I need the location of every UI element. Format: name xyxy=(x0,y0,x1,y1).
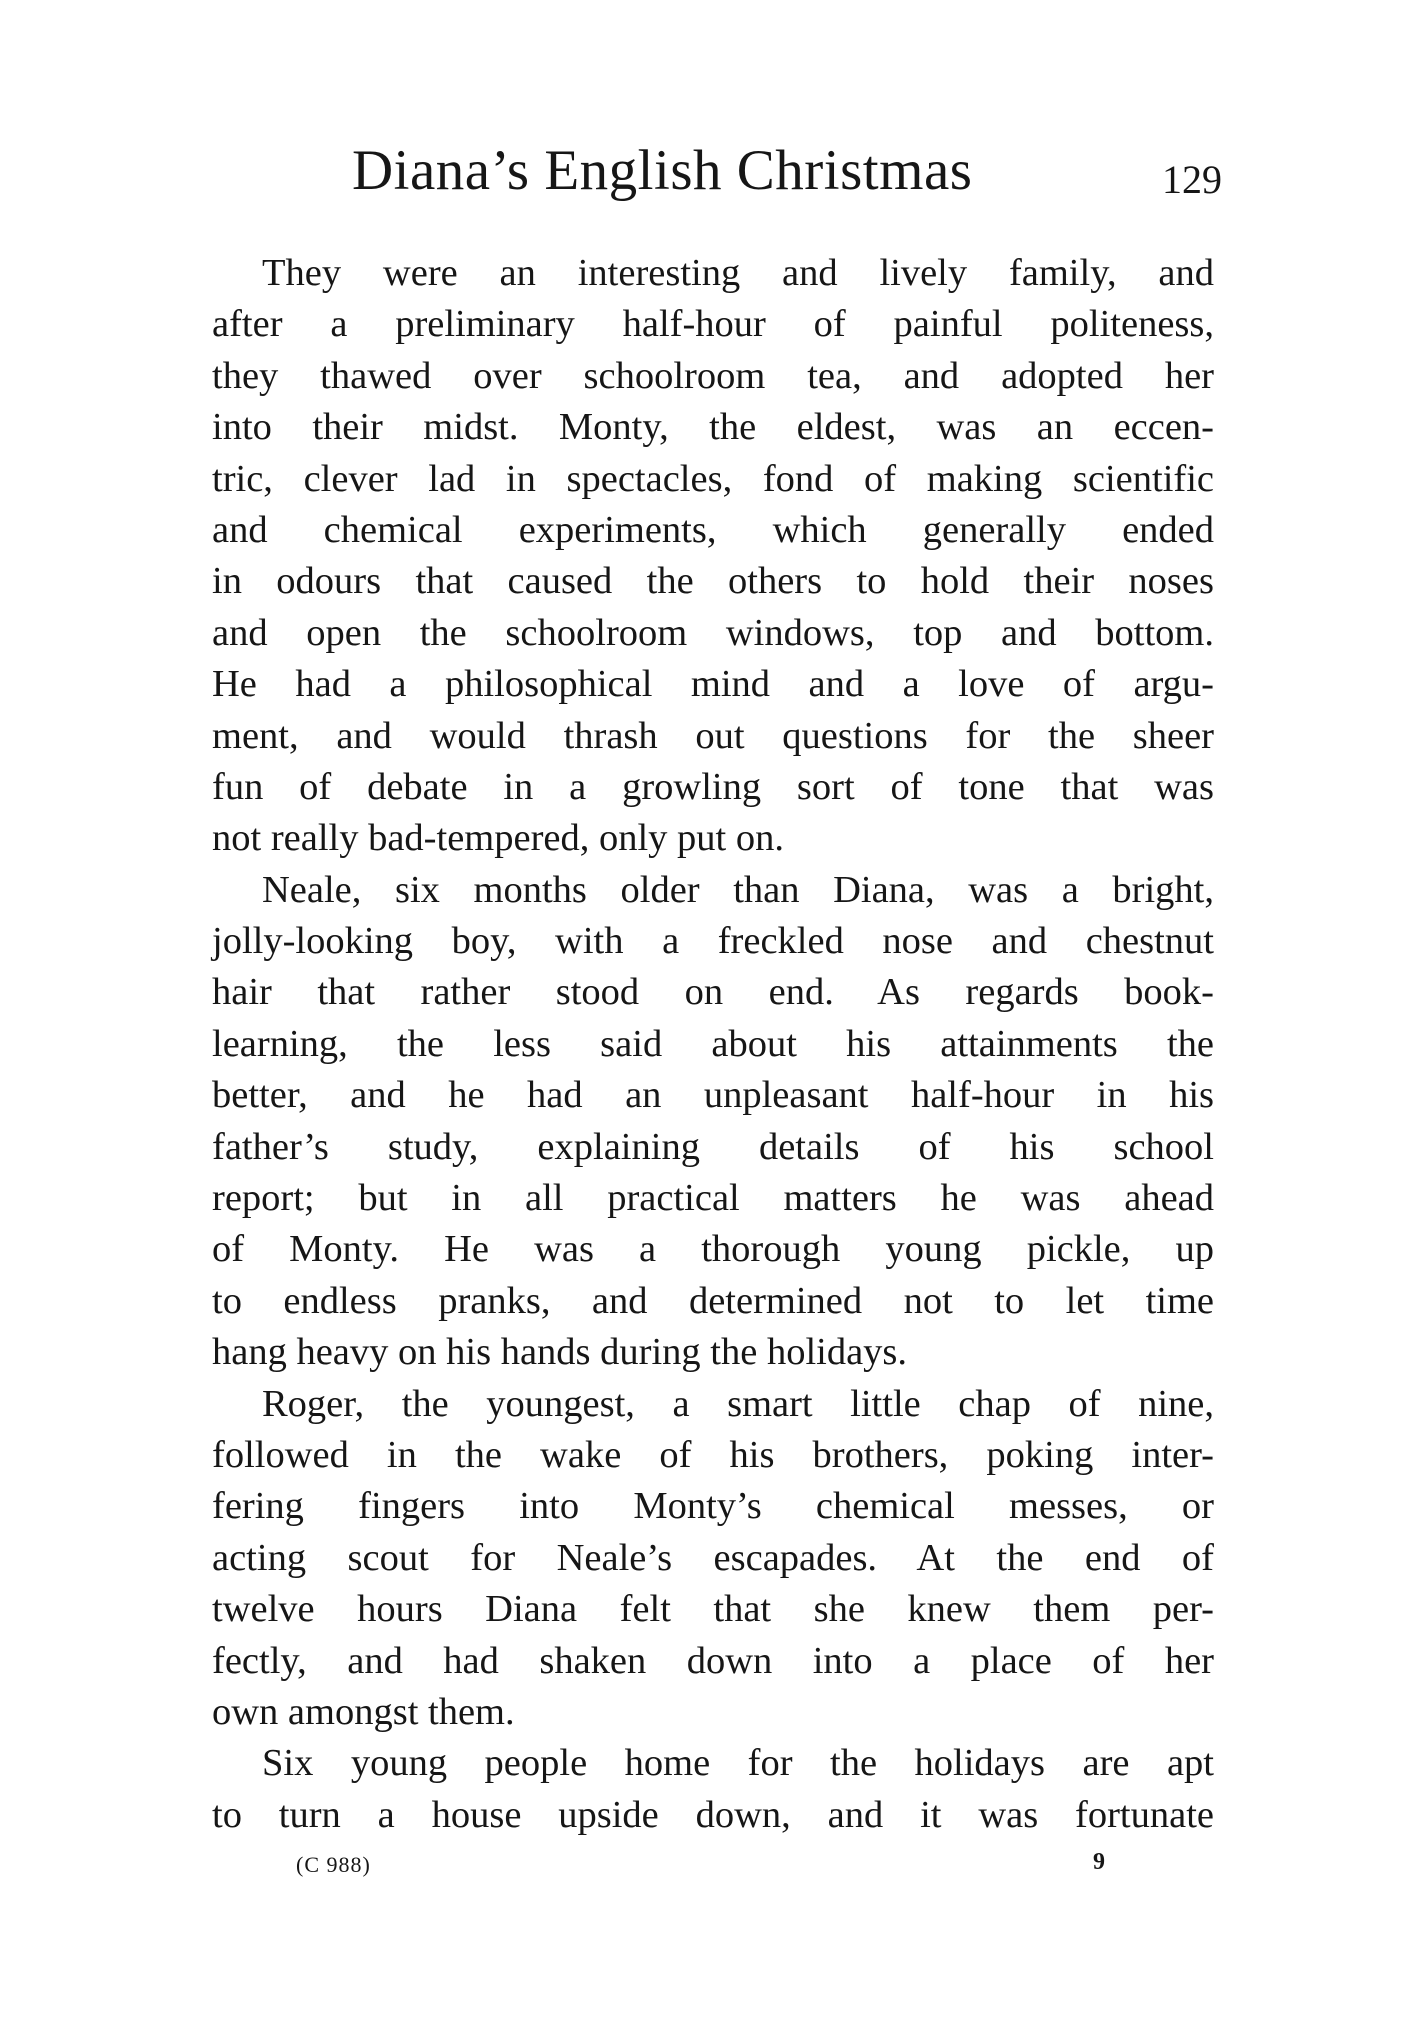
text-line: not really bad-tempered, only put on. xyxy=(212,817,784,860)
text-line: Neale, six months older than Diana, was a bright, xyxy=(262,868,1214,911)
text-line: and chemical experiments, which generally ended xyxy=(212,508,1214,551)
running-head xyxy=(212,138,1222,218)
text-line: better, and he had an unpleasant half-hour in his xyxy=(212,1074,1214,1117)
text-line: fun of debate in a growling sort of tone that was xyxy=(212,765,1214,808)
text-line: own amongst them. xyxy=(212,1690,515,1733)
text-line: fectly, and had shaken down into a place of her xyxy=(212,1639,1214,1682)
text-line: jolly-looking boy, with a freckled nose and chestnut xyxy=(212,920,1214,963)
text-line: father’s study, explaining details of his school xyxy=(212,1125,1214,1168)
sheet-number: 9 xyxy=(1093,1849,1105,1875)
running-title: Diana’s English Christmas xyxy=(352,139,973,202)
paragraph-2 xyxy=(212,865,1214,1379)
text-line: they thawed over schoolroom tea, and adopted her xyxy=(212,354,1214,397)
text-line: They were an interesting and lively family, and xyxy=(262,252,1214,294)
text-line: twelve hours Diana felt that she knew them per- xyxy=(212,1588,1214,1631)
text-line: in odours that caused the others to hold their noses xyxy=(212,560,1214,603)
text-line: He had a philosophical mind and a love of argu- xyxy=(212,663,1214,706)
printer-signature-mark: (C 988) xyxy=(296,1852,371,1877)
text-line: tric, clever lad in spectacles, fond of making scientific xyxy=(212,457,1214,500)
text-line: to endless pranks, and determined not to let time xyxy=(212,1279,1214,1322)
paragraph-1 xyxy=(212,248,1214,865)
text-line: after a preliminary half-hour of painful politeness, xyxy=(212,303,1214,346)
text-line: to turn a house upside down, and it was fortunate xyxy=(212,1793,1214,1836)
paragraph-3 xyxy=(212,1379,1214,1739)
page-number: 129 xyxy=(1162,157,1222,202)
text-line: Roger, the youngest, a smart little chap of nine, xyxy=(262,1382,1214,1425)
body-text xyxy=(212,248,1214,1841)
text-line: and open the schoolroom windows, top and bottom. xyxy=(212,611,1214,654)
text-line: into their midst. Monty, the eldest, was an eccen- xyxy=(212,406,1214,449)
text-line: hang heavy on his hands during the holidays. xyxy=(212,1331,908,1374)
text-line: ment, and would thrash out questions for the sheer xyxy=(212,714,1214,757)
paragraph-4 xyxy=(212,1738,1214,1841)
text-line: followed in the wake of his brothers, poking inter- xyxy=(212,1433,1214,1476)
text-line: acting scout for Neale’s escapades. At the end of xyxy=(212,1536,1214,1579)
text-line: Six young people home for the holidays are apt xyxy=(262,1742,1214,1785)
text-line: of Monty. He was a thorough young pickle, up xyxy=(212,1228,1214,1271)
text-line: hair that rather stood on end. As regards book- xyxy=(212,971,1214,1014)
text-line: fering fingers into Monty’s chemical messes, or xyxy=(212,1485,1214,1528)
text-line: learning, the less said about his attainments the xyxy=(212,1022,1214,1065)
text-line: report; but in all practical matters he was ahead xyxy=(212,1177,1214,1220)
